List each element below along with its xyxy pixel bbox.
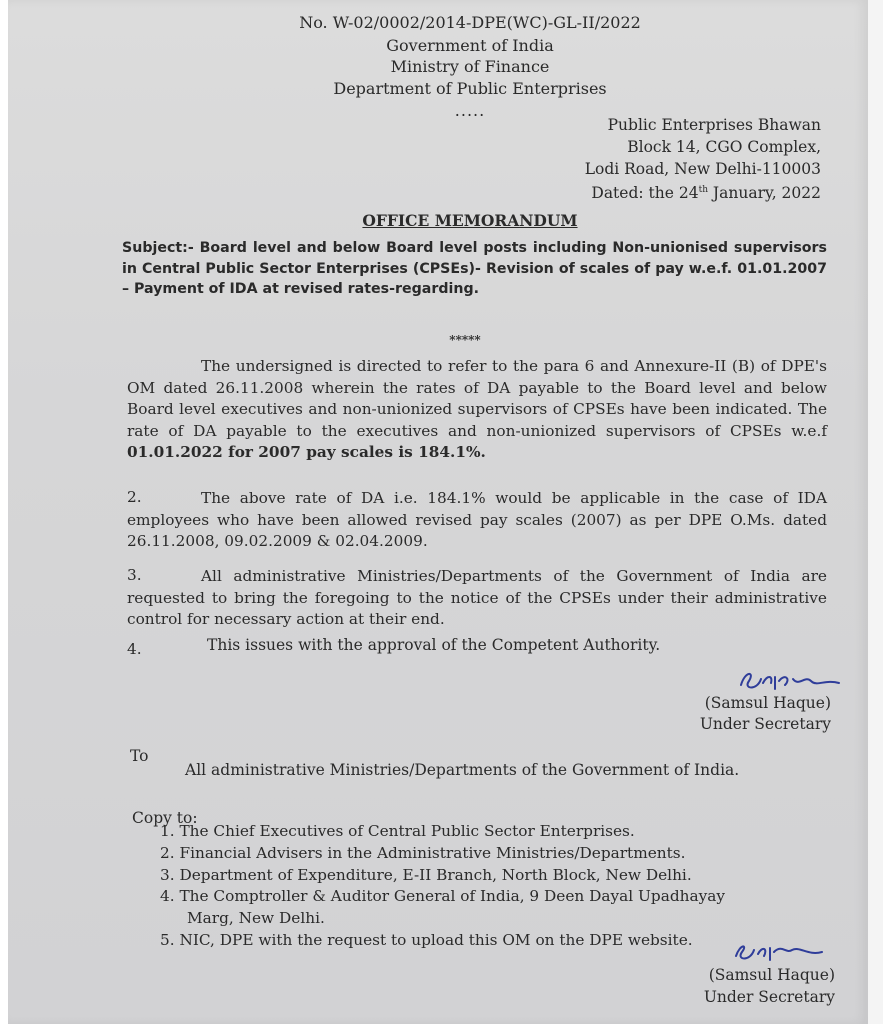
to-recipient: All administrative Ministries/Departments of the Government of India. bbox=[185, 761, 740, 779]
signature-mark bbox=[730, 938, 830, 966]
copy-to-label: Copy to: bbox=[132, 809, 198, 827]
address-line-3: Lodi Road, New Delhi-110003 bbox=[584, 160, 821, 178]
paragraph-2: The above rate of DA i.e. 184.1% would be applicable in the case of IDA employees who have been allowed revised pay scales (2007) as per DPE O.Ms. dated 26.11.2008, 09.02.2009 & 02.04.2009. bbox=[127, 489, 827, 550]
copy-item: 2. Financial Advisers in the Administrative Ministries/Departments. bbox=[160, 844, 686, 862]
department-name: Department of Public Enterprises bbox=[333, 79, 607, 98]
ministry-name: Ministry of Finance bbox=[390, 57, 550, 76]
page-edge bbox=[868, 0, 883, 1024]
paragraph-4-number: 4. bbox=[127, 640, 142, 658]
copy-item: 1. The Chief Executives of Central Public Sector Enterprises. bbox=[160, 822, 635, 840]
paragraph-3-number: 3. bbox=[127, 566, 142, 584]
header-dots: ..... bbox=[454, 101, 486, 120]
government-name: Government of India bbox=[386, 36, 554, 55]
da-rate-highlight: 01.01.2022 for 2007 pay scales is 184.1%. bbox=[127, 443, 486, 461]
copy-item: 3. Department of Expenditure, E-II Branch, North Block, New Delhi. bbox=[160, 866, 692, 884]
date-line: Dated: the 24th January, 2022 bbox=[591, 184, 821, 203]
paragraph-4: This issues with the approval of the Competent Authority. bbox=[207, 636, 661, 654]
copy-item: 5. NIC, DPE with the request to upload this OM on the DPE website. bbox=[160, 931, 693, 949]
paragraph-3: All administrative Ministries/Departments of the Government of India are requested to bring the foregoing to the notice of the CPSEs under their administrative control for necessary action at their end. bbox=[127, 567, 827, 628]
to-label: To bbox=[130, 747, 149, 765]
paragraph-2-number: 2. bbox=[127, 488, 142, 506]
section-stars: ***** bbox=[449, 333, 481, 347]
copy-item: 4. The Comptroller & Auditor General of India, 9 Deen Dayal Upadhayay bbox=[160, 887, 725, 905]
address-line-1: Public Enterprises Bhawan bbox=[607, 116, 821, 134]
signatory-designation: Under Secretary bbox=[699, 715, 831, 733]
signatory-name: (Samsul Haque) bbox=[708, 966, 835, 984]
signatory-designation: Under Secretary bbox=[703, 988, 835, 1006]
copy-item-continued: Marg, New Delhi. bbox=[187, 909, 325, 927]
signatory-name: (Samsul Haque) bbox=[704, 694, 831, 712]
reference-number: No. W-02/0002/2014-DPE(WC)-GL-II/2022 bbox=[299, 13, 641, 32]
subject: Subject:- Board level and below Board level posts including Non-unionised supervisors in Central Public Sector Enterprises (CPSEs)- Revision of scales of pay w.e.f. 01.01.2007 – Payment of IDA at revised rates-regarding. bbox=[122, 240, 827, 297]
memo-title: OFFICE MEMORANDUM bbox=[362, 211, 578, 230]
paragraph-1: The undersigned is directed to refer to the para 6 and Annexure-II (B) of DPE's OM dated 26.11.2008 wherein the rates of DA payable to the Board level and below Board level executives and non-unionized supervisors of CPSEs have been indicated. The rate of DA payable to the executives and non-unionized supervisors of CPSEs w.e.f 01.01.2022 for 2007 pay scales is 184.1%. bbox=[127, 357, 827, 461]
address-line-2: Block 14, CGO Complex, bbox=[627, 138, 821, 156]
